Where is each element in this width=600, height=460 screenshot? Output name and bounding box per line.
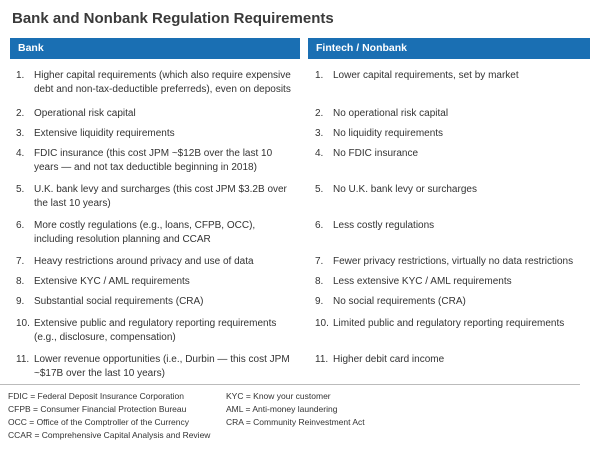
bank-item [16,219,294,247]
item-number: 5. [315,184,324,195]
item-text: Lower capital requirements, set by market [333,70,519,81]
item-text: Lower revenue opportunities (i.e., Durbin — this cost JPM ~$17B over the last 10 years) [34,354,290,379]
item-text: Extensive public and regulatory reporting requirements (e.g., disclosure, compensation) [34,318,277,343]
item-number: 2. [16,108,25,119]
item-number: 11. [315,354,329,365]
item-text: Less costly regulations [333,220,435,231]
bank-item [16,275,294,289]
item-text: More costly regulations (e.g., loans, CFPB, OCC), including resolution planning and CCAR [34,220,256,245]
item-number: 3. [16,128,25,139]
item-text: Heavy restrictions around privacy and use of data [34,256,254,267]
item-text: No operational risk capital [333,108,449,119]
bank-item [16,295,294,309]
item-text: No liquidity requirements [333,128,444,139]
item-number: 3. [315,128,324,139]
table-row [10,127,590,147]
comparison-table [10,69,590,385]
item-number: 11. [16,354,30,365]
page-title: Bank and Nonbank Regulation Requirements [12,10,334,27]
glossary-entry: CCAR = Comprehensive Capital Analysis and Review [8,430,211,440]
nonbank-item [315,127,585,141]
item-number: 8. [16,276,25,287]
table-row [10,275,590,295]
nonbank-item [315,317,585,331]
item-text: Extensive KYC / AML requirements [34,276,190,287]
item-number: 9. [16,296,25,307]
nonbank-item [315,69,585,83]
item-number: 1. [16,70,25,81]
table-row [10,69,590,107]
glossary-entry: OCC = Office of the Comptroller of the Currency [8,417,190,427]
item-text: FDIC insurance (this cost JPM ~$12B over the last 10 years — and not tax deductible beginning in 2018) [34,148,273,173]
nonbank-item [315,275,585,289]
table-row [10,219,590,255]
footer-divider [0,384,580,385]
glossary-entry: CRA = Community Reinvestment Act [226,417,365,427]
table-row [10,147,590,183]
item-number: 5. [16,184,25,195]
nonbank-item [315,255,585,269]
bank-item [16,353,294,381]
bank-item [16,317,294,345]
item-text: Higher debit card income [333,354,445,365]
table-row [10,183,590,219]
nonbank-item [315,107,585,121]
bank-item [16,255,294,269]
item-text: Substantial social requirements (CRA) [34,296,204,307]
item-number: 4. [16,148,25,159]
nonbank-item [315,295,585,309]
item-number: 10. [315,318,329,329]
glossary-entry: FDIC = Federal Deposit Insurance Corporation [8,391,184,401]
header-bank: Bank [10,38,300,59]
bank-item [16,147,294,175]
nonbank-item [315,219,585,233]
table-row [10,107,590,127]
item-number: 2. [315,108,324,119]
nonbank-item [315,353,585,367]
bank-item [16,69,294,97]
item-number: 6. [16,220,25,231]
item-text: Operational risk capital [34,108,136,119]
item-number: 6. [315,220,324,231]
nonbank-item [315,147,585,161]
glossary-right [226,390,446,429]
item-text: U.K. bank levy and surcharges (this cost JPM $3.2B over the last 10 years) [34,184,287,209]
item-number: 9. [315,296,324,307]
table-row [10,353,590,385]
glossary-entry: AML = Anti-money laundering [226,404,338,414]
item-text: No U.K. bank levy or surcharges [333,184,477,195]
item-text: Higher capital requirements (which also require expensive debt and non-tax-deductible preferreds), even on deposits [34,70,291,95]
glossary-entry: KYC = Know your customer [226,391,331,401]
item-number: 8. [315,276,324,287]
bank-item [16,107,294,121]
item-number: 7. [16,256,25,267]
item-text: No social requirements (CRA) [333,296,466,307]
item-text: Extensive liquidity requirements [34,128,175,139]
table-row [10,255,590,275]
item-text: Fewer privacy restrictions, virtually no data restrictions [333,256,574,267]
bank-item [16,183,294,211]
glossary-entry: CFPB = Consumer Financial Protection Bureau [8,404,187,414]
header-nonbank: Fintech / Nonbank [308,38,590,59]
item-text: No FDIC insurance [333,148,419,159]
item-text: Less extensive KYC / AML requirements [333,276,512,287]
item-number: 1. [315,70,324,81]
column-headers [10,38,590,59]
table-row [10,317,590,353]
table-row [10,295,590,317]
glossary-left [8,390,218,442]
bank-item [16,127,294,141]
item-number: 4. [315,148,324,159]
nonbank-item [315,183,585,197]
item-number: 7. [315,256,324,267]
item-number: 10. [16,318,30,329]
item-text: Limited public and regulatory reporting requirements [333,318,565,329]
